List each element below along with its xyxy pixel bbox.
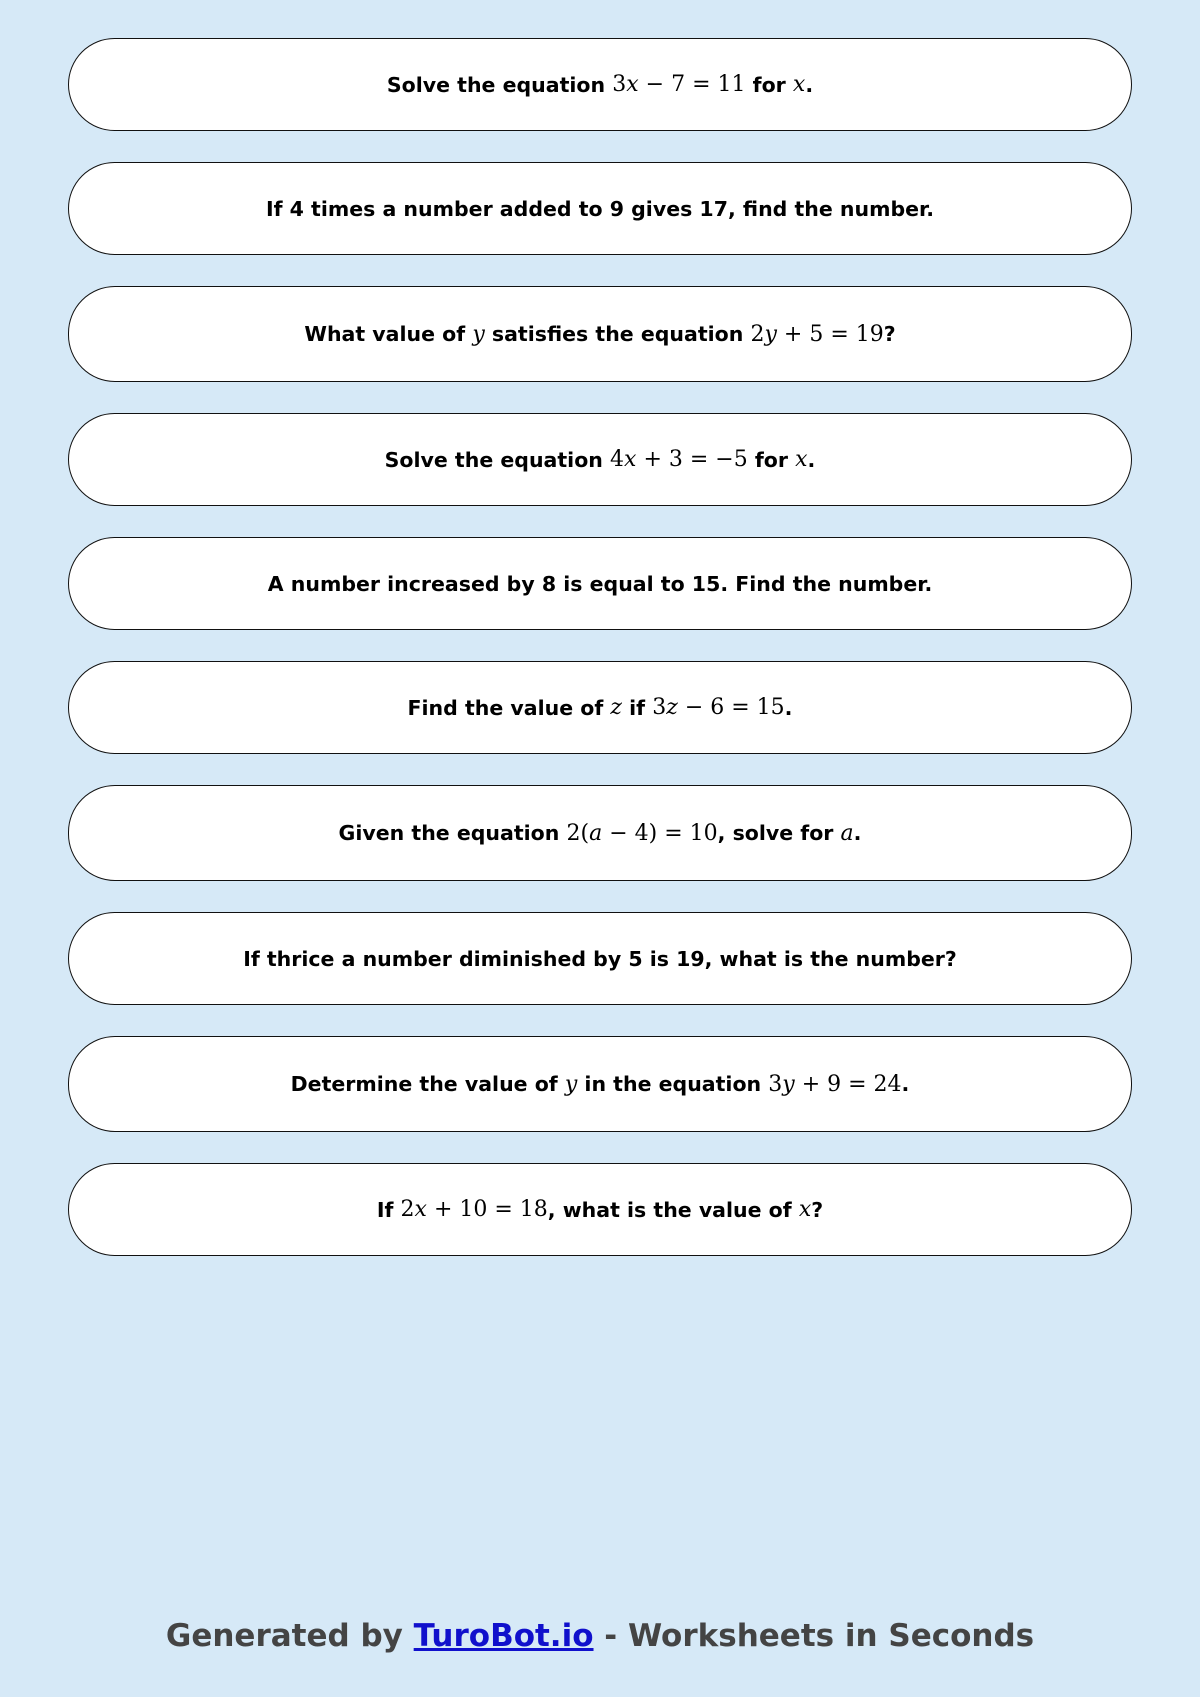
question-text: Solve the equation [384, 447, 611, 472]
math-variable: y [782, 1071, 795, 1097]
math-number: 11 [717, 72, 746, 97]
math-expression [799, 1197, 811, 1222]
math-expression [795, 447, 807, 472]
math-operator: = [682, 447, 716, 472]
turobot-link[interactable]: TuroBot.io [413, 1618, 594, 1654]
math-variable: x [626, 72, 639, 97]
math-variable: y [472, 321, 485, 347]
math-number: −5 [715, 447, 748, 472]
math-expression [612, 72, 745, 97]
math-number: 5 [809, 321, 824, 347]
math-expression [610, 447, 748, 472]
math-number: 18 [519, 1197, 548, 1222]
question-text: in the equation [577, 1072, 769, 1096]
math-operator: + [426, 1197, 460, 1222]
math-operator: − [677, 695, 711, 720]
question-text: ? [883, 322, 896, 346]
question-pill-1 [68, 38, 1132, 131]
footer-credit [0, 1618, 1200, 1654]
question-text: satisfies the equation [484, 322, 751, 346]
question-text: A number increased by 8 is equal to 15. Find the number. [267, 571, 933, 596]
footer-prefix: Generated by [165, 1618, 414, 1654]
question-text: If thrice a number diminished by 5 is 19, what is the number? [243, 946, 957, 971]
math-variable: x [795, 447, 808, 472]
question-pill-8 [68, 912, 1132, 1005]
math-expression [768, 1072, 901, 1097]
math-number: 24 [873, 1071, 902, 1097]
question-text: . [853, 821, 862, 845]
math-operator: − [602, 820, 635, 846]
math-number: 3 [768, 1071, 783, 1097]
math-expression [566, 821, 717, 846]
question-text: for [745, 72, 793, 97]
question-text: . [784, 695, 793, 720]
math-number: 9 [827, 1071, 842, 1097]
math-operator: + [636, 447, 669, 472]
math-number: 3 [612, 72, 627, 97]
math-operator: = [685, 72, 718, 97]
math-operator: + [776, 321, 810, 347]
math-operator: = [841, 1071, 874, 1097]
math-variable: z [666, 695, 678, 720]
question-text: Determine the value of [290, 1072, 565, 1096]
math-number: 10 [689, 820, 718, 846]
math-operator: − [638, 72, 672, 97]
math-number: 2( [566, 820, 590, 846]
math-variable: y [564, 1071, 578, 1097]
question-list [68, 38, 1132, 1287]
math-variable: z [610, 695, 622, 720]
math-expression [472, 322, 484, 347]
math-operator: + [794, 1071, 828, 1097]
math-variable: x [792, 72, 806, 97]
question-text: If 4 times a number added to 9 gives 17, find the number. [265, 196, 935, 221]
math-operator: = [657, 820, 690, 846]
question-text: for [747, 447, 796, 472]
math-operator: = [724, 695, 757, 720]
question-pill-6 [68, 661, 1132, 754]
math-expression [565, 1072, 577, 1097]
math-variable: x [798, 1197, 812, 1222]
math-expression [401, 1197, 548, 1222]
math-variable: x [624, 447, 637, 472]
question-pill-5 [68, 537, 1132, 630]
question-text: Solve the equation [386, 72, 613, 97]
question-pill-2 [68, 162, 1132, 255]
question-text: What value of [304, 322, 473, 346]
math-number: 3 [668, 447, 683, 472]
math-number: 6 [710, 695, 725, 720]
math-number: 2 [400, 1197, 415, 1222]
math-number: 15 [756, 695, 785, 720]
math-expression [841, 821, 854, 846]
math-number: 2 [750, 321, 765, 347]
math-expression [652, 695, 784, 720]
question-pill-3 [68, 286, 1132, 382]
question-text: Find the value of [407, 695, 611, 720]
math-expression [750, 322, 883, 347]
question-text: ? [811, 1197, 824, 1222]
question-text: Given the equation [338, 821, 567, 845]
question-text: . [807, 447, 816, 472]
question-text: , solve for [717, 821, 841, 845]
question-pill-9 [68, 1036, 1132, 1132]
math-variable: a [840, 820, 854, 846]
math-number: 7 [671, 72, 686, 97]
math-variable: a [589, 820, 603, 846]
math-expression [610, 695, 622, 720]
math-number: 3 [652, 695, 667, 720]
math-operator: = [487, 1197, 520, 1222]
question-text: If [376, 1197, 401, 1222]
question-pill-7 [68, 785, 1132, 881]
math-number: 10 [459, 1197, 488, 1222]
math-number: 19 [855, 321, 884, 347]
question-text: if [622, 695, 653, 720]
math-variable: x [414, 1197, 427, 1222]
question-pill-4 [68, 413, 1132, 506]
question-text: . [901, 1072, 910, 1096]
math-expression [793, 72, 805, 97]
footer-suffix: - Worksheets in Seconds [593, 1618, 1035, 1654]
question-pill-10 [68, 1163, 1132, 1256]
math-variable: y [764, 321, 777, 347]
math-operator: = [823, 321, 856, 347]
math-number: 4 [610, 447, 625, 472]
math-number: 4) [634, 820, 658, 846]
question-text: , what is the value of [547, 1197, 799, 1222]
question-text: . [805, 72, 814, 97]
